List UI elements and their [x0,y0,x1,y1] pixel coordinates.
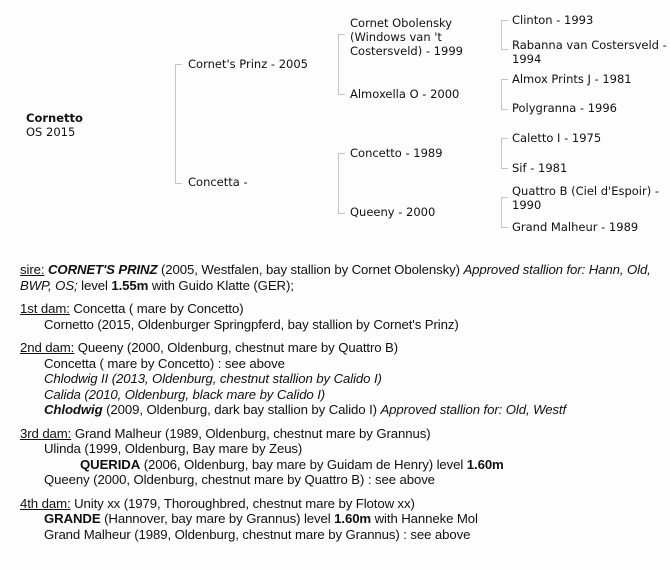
dam3-grand-offspring [20,457,660,473]
root-horse-name: Cornetto [26,111,83,125]
pedigree-dds[interactable] [512,184,659,212]
connector-gen1 [175,64,182,184]
pedigree-ss-line: (Windows van 't [350,30,442,44]
pedigree-dss[interactable]: Caletto I - 1975 [512,131,602,145]
dam2-text: Queeny (2000, Oldenburg, chestnut mare by Quattro B) [74,340,399,355]
pedigree-dds-line: 1990 [512,198,542,212]
offspring-details: (2009, Oldenburg, dark bay stallion by Calido I) [102,402,381,417]
sire-label: sire: [20,262,45,277]
dam1-offspring: Cornetto (2015, Oldenburger Springpferd, bay stallion by Cornet's Prinz) [44,316,459,332]
dam3-offspring: Queeny (2000, Oldenburg, chestnut mare by Quattro B) : see above [44,472,435,487]
offspring-details: (Hannover, bay mare by Grannus) level [100,511,335,526]
offspring-name: Chlodwig [44,402,103,417]
dam3-offspring: Ulinda (1999, Oldenburg, Bay mare by Zeus) [44,441,303,456]
root-horse-subtitle: OS 2015 [26,125,76,139]
connector-gen3-3 [501,138,508,169]
pedigree-ss-line: Costersveld) - 1999 [350,44,463,58]
pedigree-sdd[interactable]: Polygranna - 1996 [512,101,617,115]
dam4-section [20,496,660,543]
pedigree-dsd[interactable]: Sif - 1981 [512,161,568,175]
dam4-label: 4th dam: [20,495,71,511]
dam4-text: Unity xx (1979, Thoroughbred, chestnut mare by Flotow xx) [70,495,415,511]
pedigree-sire[interactable]: Cornet's Prinz - 2005 [188,57,308,71]
pedigree-dds-line: Quattro B (Ciel d'Espoir) - [512,184,660,198]
dam1-label: 1st dam: [20,301,70,316]
offspring-name: GRANDE [44,511,101,526]
dam4-offspring [20,511,660,527]
connector-gen3-4 [501,197,508,228]
dam1-text: Concetta ( mare by Concetto) [69,301,244,316]
dam3-label: 3rd dam: [20,425,72,441]
dam2-offspring: Chlodwig II (2013, Oldenburg, chestnut stallion by Calido I) [44,371,382,386]
offspring-level: 1.60m [334,511,372,526]
pedigree-sss[interactable]: Clinton - 1993 [512,13,594,27]
pedigree-ssd[interactable] [512,38,667,66]
pedigree-sds[interactable]: Almox Prints J - 1981 [512,72,632,86]
sire-section [20,262,660,293]
pedigree-notes [20,262,660,550]
dam2-offspring: Calida (2010, Oldenburg, black mare by Calido I) [44,386,326,402]
dam1-section [20,301,660,332]
connector-gen2-dam [338,153,345,214]
dam4-offspring: Grand Malheur (1989, Oldenburg, chestnut mare by Grannus) : see above [44,526,471,542]
offspring-details: (2006, Oldenburg, bay mare by Guidam de Henry) level [140,456,467,472]
pedigree-dd[interactable]: Queeny - 2000 [350,205,436,219]
pedigree-dam[interactable]: Concetta - [188,175,248,189]
sire-details: (2005, Westfalen, bay stallion by Cornet Obolensky) [157,262,464,277]
connector-gen3-2 [501,79,508,110]
pedigree-sd[interactable]: Almoxella O - 2000 [350,87,460,101]
dam3-section [20,426,660,488]
dam3-text: Grand Malheur (1989, Oldenburg, chestnut mare by Grannus) [71,425,431,441]
pedigree-ssd-line: 1994 [512,52,542,66]
sire-name: CORNET'S PRINZ [48,262,158,277]
pedigree-ss-line: Cornet Obolensky [350,16,453,30]
pedigree-ssd-line: Rabanna van Costersveld - [512,38,667,52]
sire-level-prefix: level [77,277,112,293]
dam2-section [20,340,660,418]
pedigree-root [26,111,83,139]
offspring-suffix: with Hanneke Mol [371,511,478,526]
connector-gen2-sire [338,34,345,95]
pedigree-ds[interactable]: Concetto - 1989 [350,146,443,160]
sire-level: 1.55m [111,277,149,293]
offspring-approved: Approved stallion for: Old, Westf [380,402,567,417]
sire-approved: Approved stallion for: Hann, Old, BWP, OS; [20,262,651,293]
dam2-offspring [20,402,660,418]
dam2-offspring: Concetta ( mare by Concetto) : see above [44,355,285,371]
offspring-name: QUERIDA [80,456,141,472]
dam2-label: 2nd dam: [20,340,75,355]
pedigree-ss[interactable] [350,16,463,58]
offspring-level: 1.60m [466,456,504,472]
connector-gen3-1 [501,20,508,50]
pedigree-ddd[interactable]: Grand Malheur - 1989 [512,220,639,234]
sire-level-suffix: with Guido Klatte (GER); [148,277,294,293]
